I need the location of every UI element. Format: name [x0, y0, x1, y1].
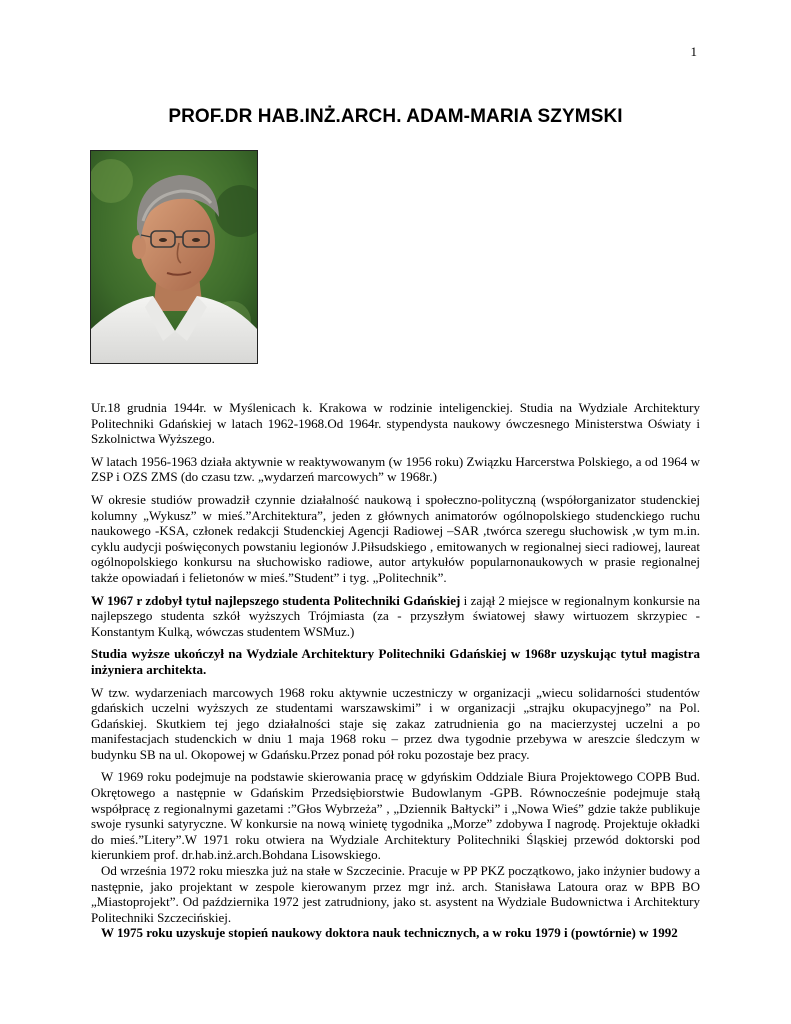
paragraph-graduation: Studia wyższe ukończył na Wydziale Architektury Politechniki Gdańskiej w 1968r uzyskując tytuł magistra inżyniera architekta.: [91, 646, 700, 677]
best-student-text: i zajął 2 miejsce w regionalnym konkursie na najlepszego studenta szkół wyższych Trójmiasta (za - przyszłym światowej sławy wirtuozem skrzypiec - Konstantym Kulką, wówczas studentem WSMuz.): [91, 592, 700, 639]
paragraph-birth: Ur.18 grudnia 1944r. w Myślenicach k. Krakowa w rodzinie inteligenckiej. Studia na Wydziale Architektury Politechniki Gdańskiej w latach 1962-1968.Od 1964r. stypendysta naukowy ówczesnego Ministerstwa Oświaty i Szkolnictwa Wyższego.: [91, 400, 700, 447]
paragraph-szczecin: Od września 1972 roku mieszka już na stałe w Szczecinie. Pracuje w PP PKZ początkowo, jako inżynier budowy a następnie, jako projektant w zespole kierowanym przez mgr inż. arch. Stanisława Latoura oraz w BPB BO „Miastoprojekt”. Od października 1972 jest zatrudniony, jako st. asystent na Wydziale Budownictwa i Architektury Politechniki Szczecińskiej.: [91, 863, 700, 925]
biography-text: [91, 400, 700, 941]
paragraph-best-student: [91, 593, 700, 640]
paragraph-scouting: W latach 1956-1963 działa aktywnie w reaktywowanym (w 1956 roku) Związku Harcerstwa Polskiego, a od 1964 w ZSP i OZS ZMS (do czasu tzw. „wydarzeń marcowych” w 1968r.): [91, 453, 700, 485]
page-number: 1: [690, 44, 697, 59]
paragraph-march-events: W tzw. wydarzeniach marcowych 1968 roku aktywnie uczestniczy w organizacji „wiecu solidarności studentów gdańskich uczelni wyższych ze studentami warszawskimi” i w organizacji „strajku okupacyjnego” na Pol. Gdańskiej. Skutkiem tej jego działalności staje się zakaz zatrudnienia go na macierzystej uczelni a po manifestacjach studenckich w dniu 1 maja 1968 roku – przez dwa tygodnie przebywa w areszcie śledczym w budynku SB na ul. Okopowej w Gdańsku.Przez ponad pół roku pozostaje bez pracy.: [91, 684, 700, 762]
page-title: PROF.DR HAB.INŻ.ARCH. ADAM-MARIA SZYMSKI: [168, 106, 623, 127]
best-student-heading: W 1967 r zdobył tytuł najlepszego studenta Politechniki Gdańskiej: [91, 592, 461, 608]
paragraph-doctorate: W 1975 roku uzyskuje stopień naukowy doktora nauk technicznych, a w roku 1979 i (powtórnie) w 1992: [101, 925, 678, 941]
paragraph-career-1969: W 1969 roku podejmuje na podstawie skierowania pracę w gdyńskim Oddziale Biura Projektowego COPB Bud. Okrętowego a następnie w Gdańskim Przedsiębiorstwie Budowlanym -GPB. Równocześnie podejmuje stałą współpracę z regionalnymi gazetami :”Głos Wybrzeża” , „Dziennik Bałtycki” i „Nowa Wieś” gdzie także publikuje swoje rysunki satyryczne. W konkursie na nową winietę tygodnika „Morze” zdobywa I nagrodę. Projektuje okładki do mieś.”Litery”.W 1971 roku otwiera na Wydziale Architektury Politechniki Śląskiej przewód doktorski pod kierunkiem prof. dr.hab.inż.arch.Bohdana Lisowskiego.: [91, 769, 700, 863]
paragraph-studies-activity: W okresie studiów prowadził czynnie działalność naukową i społeczno-polityczną (współorganizator studenckiej kolumny „Wykusz” w mieś.”Architektura”, jeden z głównych animatorów ogólnopolskiego studenckiego ruchu naukowego -KSA, członek redakcji Studenckiej Agencji Radiowej –SAR ,twórca szeregu słuchowisk ,w tym m.in. cyklu audycji poświęconych powstaniu legionów J.Piłsudskiego , emitowanych w regionalnej sieci radiowej, laureat ogólnopolskiego konkursu na słuchowisko radiowe, autor artykułów popularnonaukowych w prasie regionalnej także opowiadań i felietonów w mieś.”Student” i tyg. „Politechnik”.: [91, 491, 700, 585]
portrait-photo: [90, 150, 258, 364]
